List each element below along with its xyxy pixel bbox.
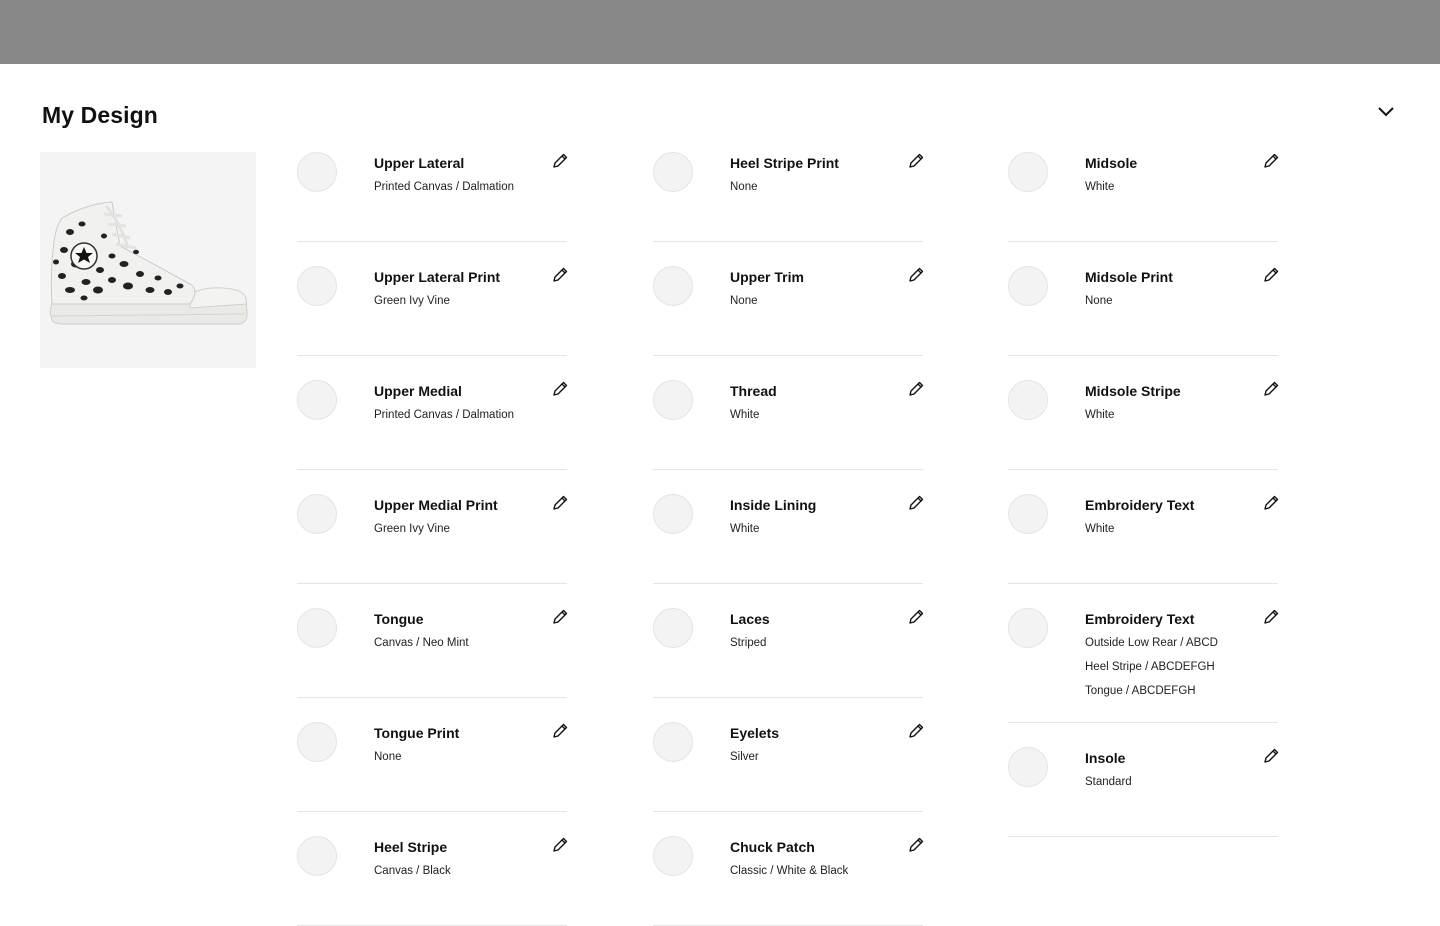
option-value: Standard [1085, 776, 1132, 788]
option-value: Canvas / Black [374, 865, 451, 877]
pencil-icon[interactable] [551, 266, 569, 284]
option-value: Green Ivy Vine [374, 295, 450, 307]
option-label: Upper Medial [374, 383, 462, 399]
option-embroidery-text-placement[interactable] [1008, 608, 1278, 723]
option-value: White [1085, 409, 1115, 421]
pencil-icon[interactable] [551, 152, 569, 170]
pencil-icon[interactable] [907, 722, 925, 740]
pencil-icon[interactable] [907, 494, 925, 512]
pencil-icon[interactable] [907, 836, 925, 854]
option-label: Embroidery Text [1085, 497, 1195, 513]
color-swatch[interactable] [297, 836, 337, 876]
option-inside-lining[interactable] [653, 494, 923, 584]
pencil-icon[interactable] [1262, 380, 1280, 398]
option-value: Canvas / Neo Mint [374, 637, 469, 649]
option-value: White [1085, 181, 1115, 193]
option-value: None [1085, 295, 1113, 307]
color-swatch[interactable] [297, 608, 337, 648]
option-upper-trim[interactable] [653, 266, 923, 356]
color-swatch[interactable] [297, 722, 337, 762]
shoe-preview-image [40, 152, 256, 368]
pencil-icon[interactable] [1262, 747, 1280, 765]
top-overlay-bar [0, 0, 1440, 64]
pencil-icon[interactable] [551, 722, 569, 740]
option-thread[interactable] [653, 380, 923, 470]
option-label: Insole [1085, 750, 1126, 766]
option-label: Upper Medial Print [374, 497, 498, 513]
option-value: Printed Canvas / Dalmation [374, 181, 514, 193]
option-upper-lateral[interactable] [297, 152, 567, 242]
pencil-icon[interactable] [907, 152, 925, 170]
option-value: Heel Stripe / ABCDEFGH [1085, 661, 1215, 673]
option-value: Silver [730, 751, 759, 763]
option-heel-stripe-print[interactable] [653, 152, 923, 242]
option-embroidery-text-color[interactable] [1008, 494, 1278, 584]
color-swatch[interactable] [653, 152, 693, 192]
option-midsole-stripe[interactable] [1008, 380, 1278, 470]
color-swatch[interactable] [297, 494, 337, 534]
option-value: White [730, 409, 760, 421]
options-column-1 [297, 152, 587, 926]
pencil-icon[interactable] [1262, 266, 1280, 284]
color-swatch[interactable] [1008, 494, 1048, 534]
pencil-icon[interactable] [551, 836, 569, 854]
color-swatch[interactable] [1008, 608, 1048, 648]
option-label: Midsole Print [1085, 269, 1173, 285]
option-label: Embroidery Text [1085, 611, 1195, 627]
option-label: Upper Trim [730, 269, 804, 285]
option-value: Classic / White & Black [730, 865, 849, 877]
color-swatch[interactable] [297, 152, 337, 192]
pencil-icon[interactable] [1262, 152, 1280, 170]
option-value: Green Ivy Vine [374, 523, 450, 535]
option-chuck-patch[interactable] [653, 836, 923, 926]
pencil-icon[interactable] [551, 380, 569, 398]
option-midsole[interactable] [1008, 152, 1278, 242]
option-value: Tongue / ABCDEFGH [1085, 685, 1196, 697]
option-value: None [730, 295, 758, 307]
option-label: Tongue [374, 611, 424, 627]
color-swatch[interactable] [1008, 152, 1048, 192]
option-label: Heel Stripe [374, 839, 448, 855]
pencil-icon[interactable] [907, 608, 925, 626]
option-label: Upper Lateral [374, 155, 465, 171]
option-value: White [1085, 523, 1115, 535]
pencil-icon[interactable] [1262, 494, 1280, 512]
option-label: Inside Lining [730, 497, 817, 513]
color-swatch[interactable] [653, 494, 693, 534]
color-swatch[interactable] [1008, 747, 1048, 787]
color-swatch[interactable] [653, 608, 693, 648]
option-laces[interactable] [653, 608, 923, 698]
option-tongue-print[interactable] [297, 722, 567, 812]
option-value: Outside Low Rear / ABCD [1085, 637, 1218, 649]
option-label: Upper Lateral Print [374, 269, 501, 285]
option-value: Printed Canvas / Dalmation [374, 409, 514, 421]
option-label: Midsole Stripe [1085, 383, 1181, 399]
option-midsole-print[interactable] [1008, 266, 1278, 356]
color-swatch[interactable] [297, 266, 337, 306]
option-value: None [730, 181, 758, 193]
option-label: Heel Stripe Print [730, 155, 839, 171]
option-insole[interactable] [1008, 747, 1278, 837]
shoe-illustration [40, 152, 256, 368]
option-upper-medial[interactable] [297, 380, 567, 470]
option-value: White [730, 523, 760, 535]
option-label: Chuck Patch [730, 839, 815, 855]
color-swatch[interactable] [297, 380, 337, 420]
chevron-down-icon [1377, 106, 1395, 118]
pencil-icon[interactable] [907, 266, 925, 284]
option-upper-lateral-print[interactable] [297, 266, 567, 356]
option-value: None [374, 751, 402, 763]
option-eyelets[interactable] [653, 722, 923, 812]
option-tongue[interactable] [297, 608, 567, 698]
option-value: Striped [730, 637, 767, 649]
color-swatch[interactable] [653, 266, 693, 306]
pencil-icon[interactable] [907, 380, 925, 398]
pencil-icon[interactable] [1262, 608, 1280, 626]
option-label: Tongue Print [374, 725, 460, 741]
options-column-3 [1008, 152, 1298, 837]
pencil-icon[interactable] [551, 608, 569, 626]
option-label: Laces [730, 611, 770, 627]
color-swatch[interactable] [653, 836, 693, 876]
color-swatch[interactable] [1008, 380, 1048, 420]
option-label: Midsole [1085, 155, 1138, 171]
collapse-button[interactable] [1370, 96, 1402, 128]
option-label: Eyelets [730, 725, 780, 741]
options-column-2 [653, 152, 943, 926]
option-heel-stripe[interactable] [297, 836, 567, 926]
color-swatch[interactable] [1008, 266, 1048, 306]
option-upper-medial-print[interactable] [297, 494, 567, 584]
page-title: My Design [42, 102, 158, 128]
option-label: Thread [730, 383, 777, 399]
color-swatch[interactable] [653, 722, 693, 762]
pencil-icon[interactable] [551, 494, 569, 512]
color-swatch[interactable] [653, 380, 693, 420]
